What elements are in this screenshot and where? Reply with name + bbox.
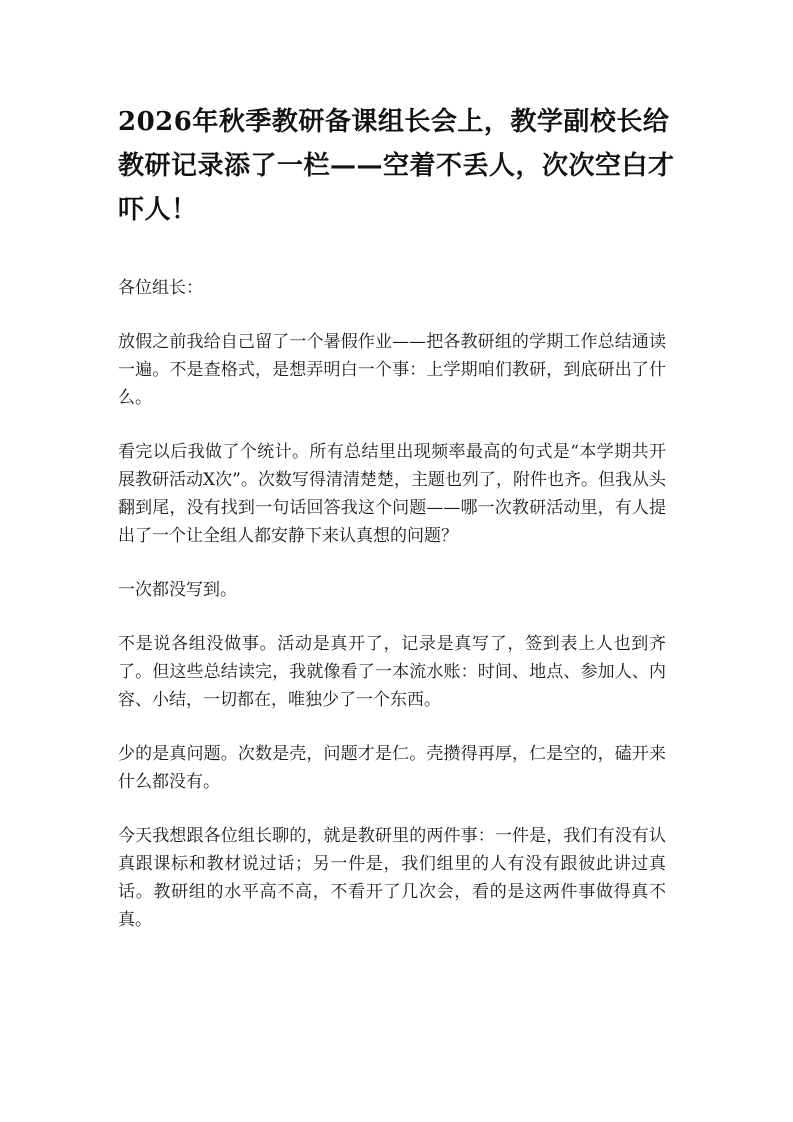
paragraph: 少的是真问题。次数是壳，问题才是仁。壳攒得再厚，仁是空的，磕开来什么都没有。 [118,744,666,792]
paragraph: 今天我想跟各位组长聊的，就是教研里的两件事：一件是，我们有没有认真跟课标和教材说过话；另一件是，我们组里的人有没有跟彼此讲过真话。教研组的水平高不高，不看开了几次会，看的是这两件事做得真不真。 [118,826,666,930]
paragraph: 看完以后我做了个统计。所有总结里出现频率最高的句式是“本学期共开展教研活动X次”。次数写得清清楚楚，主题也列了，附件也齐。但我从头翻到尾，没有找到一句话回答我这个问题——哪一次教研活动里，有人提出了一个让全组人都安静下来认真想的问题？ [118,442,666,546]
salutation: 各位组长： [118,278,203,298]
paragraph: 不是说各组没做事。活动是真开了，记录是真写了，签到表上人也到齐了。但这些总结读完，我就像看了一本流水账：时间、地点、参加人、内容、小结，一切都在，唯独少了一个东西。 [118,634,666,710]
paragraph: 一次都没写到。 [118,580,237,600]
document-body [118,274,666,960]
document-title: 2026年秋季教研备课组长会上，教学副校长给教研记录添了一栏——空着不丢人，次次空白才吓人！ [118,107,675,225]
paragraph: 放假之前我给自己留了一个暑假作业——把各教研组的学期工作总结通读一遍。不是查格式，是想弄明白一个事：上学期咱们教研，到底研出了什么。 [118,332,666,408]
